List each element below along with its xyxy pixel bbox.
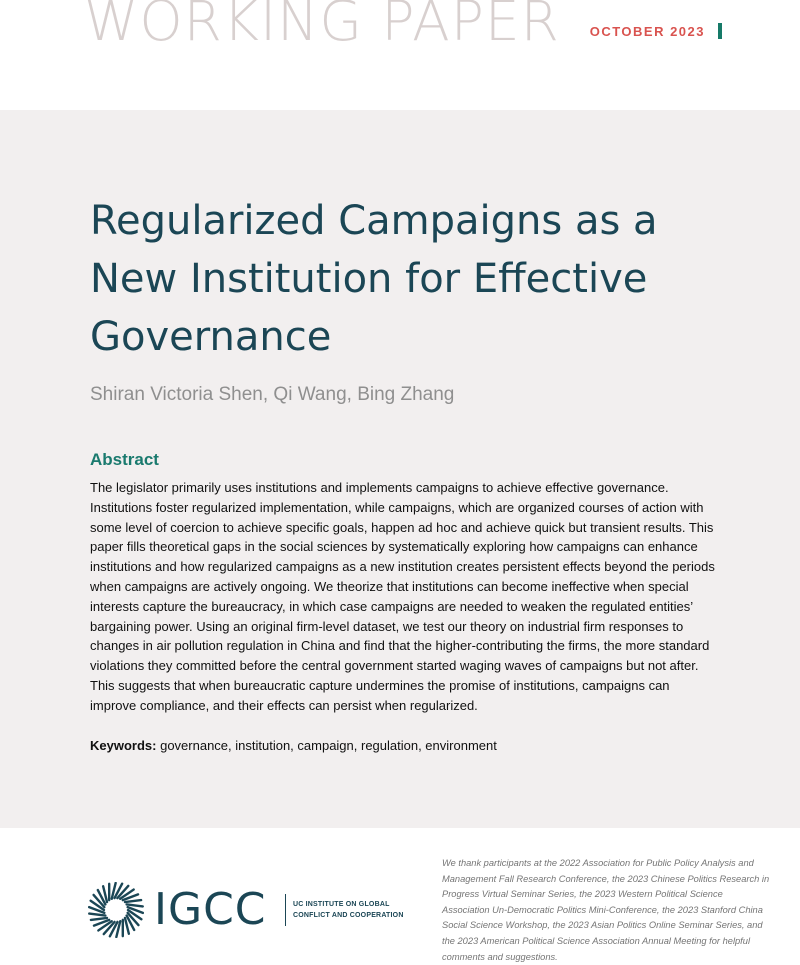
logo-divider	[285, 894, 286, 926]
logo-ray	[127, 904, 143, 906]
acknowledgements: We thank participants at the 2022 Association for Public Policy Analysis and Management Fall Research Conference, the 2023 Chinese Politics Research in Progress Virtual Seminar Series, the 2023 Western Political Science Association Un-Democratic Politics Mini-Conference, the 2023 Stanford China Social Science Workshop, the 2023 Asian Politics Online Seminar Series, and the 2023 American Political Science Association Annual Meeting for helpful comments and suggestions.	[442, 856, 772, 965]
paper-authors: Shiran Victoria Shen, Qi Wang, Bing Zhang	[90, 384, 454, 406]
logo-ray	[91, 918, 107, 920]
date-accent-bar	[718, 23, 722, 39]
logo-wordmark: IGCC	[154, 884, 267, 936]
publication-date: OCTOBER 2023	[590, 24, 705, 39]
logo-ray	[125, 900, 141, 902]
logo-ray	[89, 914, 105, 916]
keywords-list: governance, institution, campaign, regulation, environment	[160, 738, 497, 753]
igcc-sunburst-logo-icon	[88, 882, 144, 938]
footer	[0, 828, 800, 960]
working-paper-label: WORKING PAPER	[84, 0, 560, 49]
keywords-line	[90, 738, 497, 753]
date-block	[590, 23, 722, 39]
igcc-logo	[88, 882, 418, 938]
logo-tagline: UC INSTITUTE ON GLOBAL CONFLICT AND COOPERATION	[293, 899, 418, 921]
header	[0, 0, 800, 110]
keywords-label: Keywords:	[90, 738, 156, 753]
abstract-heading: Abstract	[90, 450, 159, 470]
title-section	[0, 110, 800, 828]
abstract-text: The legislator primarily uses institutions and implements campaigns to achieve effective governance. Institutions foster regularized implementation, while campaigns, which are organized courses of action with some level of coercion to achieve specific goals, happen ad hoc and achieve quick but transient results. This paper fills theoretical gaps in the social sciences by systematically exploring how campaigns can enhance institutions and how regularized campaigns as a new institution creates persistent effects beyond the periods when campaigns are actively ongoing. We theorize that institutions can become ineffective when special interests capture the bureaucracy, in which case campaigns are needed to weaken the regulated entities’ bargaining power. Using an original firm-level dataset, we test our theory on industrial firm responses to changes in air pollution regulation in China and find that the higher-contributing the firms, the more standard violations they committed before the central government started waging waves of campaigns but not after. This suggests that when bureaucratic capture undermines the promise of institutions, campaigns can improve compliance, and their effects can persist when regularized.	[90, 478, 715, 716]
paper-title: Regularized Campaigns as a New Institution for Effective Governance	[90, 192, 730, 366]
